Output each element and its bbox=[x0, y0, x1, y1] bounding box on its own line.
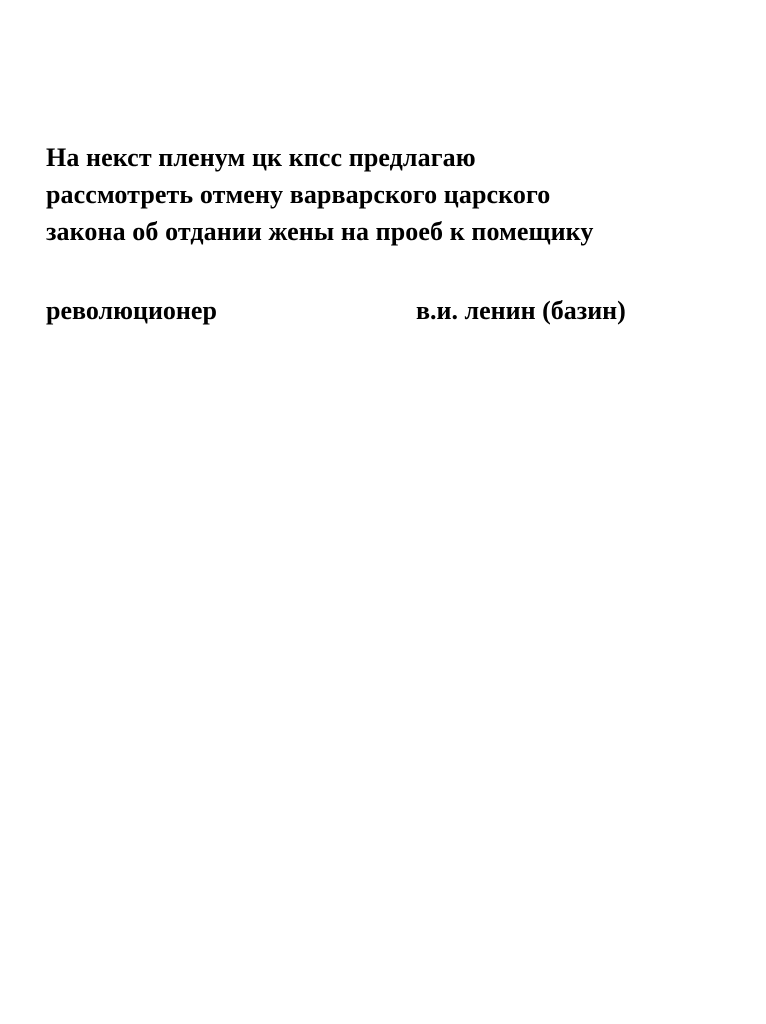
document-paragraph bbox=[46, 140, 706, 251]
signature-role: революционер bbox=[46, 295, 217, 325]
signature-name: в.и. ленин (базин) bbox=[416, 295, 626, 325]
paragraph-line-1: На некст пленум цк кпсс предлагаю bbox=[46, 143, 476, 172]
signature-block bbox=[46, 293, 706, 330]
paragraph-line-3: закона об отдании жены на проеб к помещику bbox=[46, 216, 594, 246]
document-body bbox=[46, 140, 706, 330]
paragraph-line-2: рассмотреть отмену варварского царского bbox=[46, 179, 551, 209]
